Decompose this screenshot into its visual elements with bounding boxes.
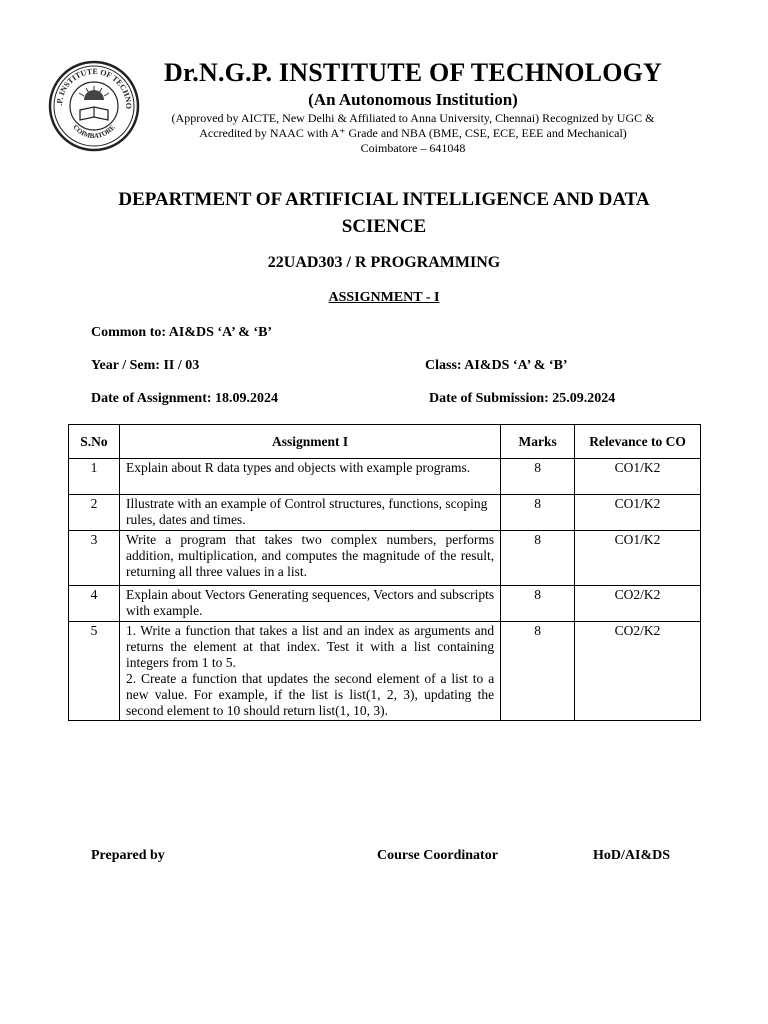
institute-address: Coimbatore – 641048 — [360, 141, 466, 155]
assignment-title — [70, 290, 698, 306]
row-question: Explain about Vectors Generating sequences, Vectors and subscripts with example. — [119, 586, 500, 622]
department-title — [70, 186, 698, 240]
table-row — [69, 586, 701, 622]
course-code-title: 22UAD303 / R PROGRAMMING — [267, 254, 501, 271]
header-sno: S.No — [69, 425, 120, 459]
row-marks: 8 — [501, 459, 575, 495]
row-question — [119, 622, 500, 721]
assignment-table — [68, 424, 701, 721]
institute-name: Dr.N.G.P. INSTITUTE OF TECHNOLOGY — [163, 58, 663, 87]
table-row — [69, 531, 701, 586]
row-question: Illustrate with an example of Control structures, functions, scoping rules, dates and times. — [119, 495, 500, 531]
logo-bottom-text: COIMBATORE — [71, 123, 117, 141]
header-assignment: Assignment I — [119, 425, 500, 459]
row-marks: 8 — [501, 586, 575, 622]
header-marks: Marks — [501, 425, 575, 459]
row-co: CO1/K2 — [575, 459, 701, 495]
department-line-1: DEPARTMENT OF ARTIFICIAL INTELLIGENCE AND DATA — [118, 189, 650, 210]
row-co: CO1/K2 — [575, 495, 701, 531]
class-info: Class: AI&DS ‘A’ & ‘B’ — [425, 358, 568, 373]
question-part-2: 2. Create a function that updates the second element of a list to a new value. For example, if the list is list(1, 2, 3), updating the second element to 10 should return list(1, 10, 3). — [125, 671, 495, 718]
table-row — [69, 622, 701, 721]
row-co: CO2/K2 — [575, 586, 701, 622]
institute-subtitle: (An Autonomous Institution) — [308, 90, 518, 109]
year-sem: Year / Sem: II / 03 — [91, 358, 200, 373]
table-row — [69, 495, 701, 531]
row-sno: 1 — [69, 459, 120, 495]
date-of-submission: Date of Submission: 25.09.2024 — [429, 391, 616, 406]
row-marks: 8 — [501, 622, 575, 721]
row-co: CO2/K2 — [575, 622, 701, 721]
row-co: CO1/K2 — [575, 531, 701, 586]
institute-approval — [150, 111, 676, 156]
approval-line-1: (Approved by AICTE, New Delhi & Affiliated to Anna University, Chennai) Recognized by UGC & — [171, 111, 655, 125]
row-marks: 8 — [501, 531, 575, 586]
assignment-title-text: ASSIGNMENT - I — [328, 290, 440, 305]
row-question: Explain about R data types and objects with example programs. — [119, 459, 500, 495]
svg-text:COIMBATORE — [71, 123, 117, 140]
row-sno: 2 — [69, 495, 120, 531]
course-coordinator: Course Coordinator — [377, 848, 498, 863]
prepared-by: Prepared by — [91, 848, 165, 863]
department-line-2: SCIENCE — [341, 216, 427, 237]
table-header-row — [69, 425, 701, 459]
approval-line-2: Accredited by NAAC with A⁺ Grade and NBA (BME, CSE, ECE, EEE and Mechanical) — [199, 126, 627, 140]
date-of-assignment: Date of Assignment: 18.09.2024 — [91, 391, 279, 406]
row-sno: 3 — [69, 531, 120, 586]
row-sno: 5 — [69, 622, 120, 721]
row-question: Write a program that takes two complex numbers, performs addition, multiplication, and computes the magnitude of the result, returning all three values in a list. — [119, 531, 500, 586]
logo-top-text: .P. INSTITUTE OF TECHNO — [54, 66, 134, 109]
row-marks: 8 — [501, 495, 575, 531]
header-co: Relevance to CO — [575, 425, 701, 459]
question-part-1: 1. Write a function that takes a list and an index as arguments and returns the element at that index. Test it with a list containing integers from 1 to 5. — [125, 623, 495, 670]
table-row — [69, 459, 701, 495]
common-to: Common to: AI&DS ‘A’ & ‘B’ — [91, 325, 273, 340]
row-sno: 4 — [69, 586, 120, 622]
institute-logo — [48, 60, 140, 152]
hod-signature: HoD/AI&DS — [593, 848, 671, 863]
